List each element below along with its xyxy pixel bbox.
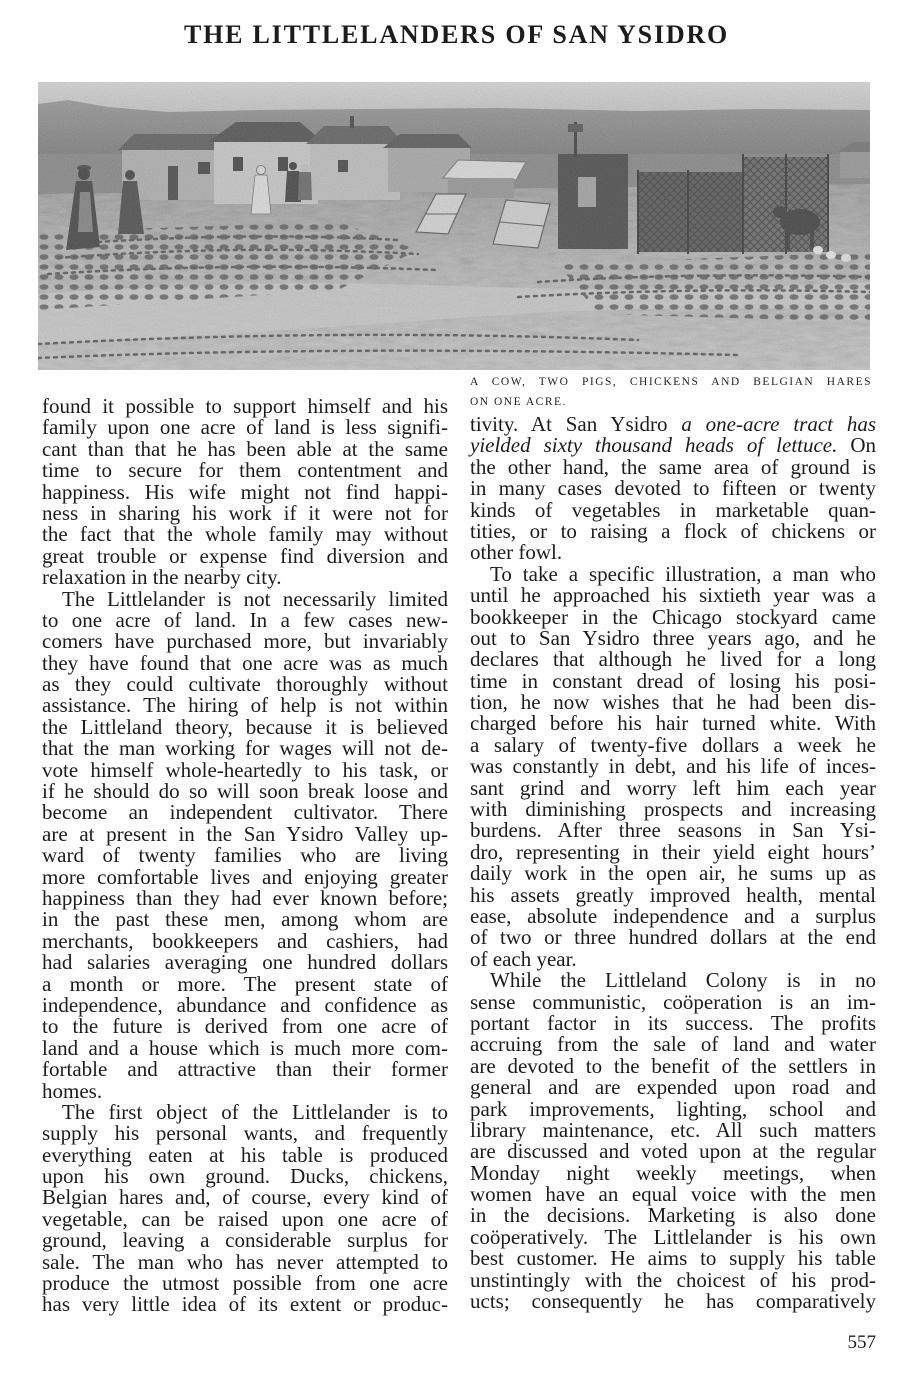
text-line: comers have purchased more, but invariably (42, 629, 448, 654)
text-line: charged before his hair turned white. With (470, 711, 876, 736)
text-line: dro, representing in their yield eight hours’ (470, 839, 876, 864)
text-line: sant grind and worry left him each year (470, 775, 876, 800)
text-line: has very little idea of its extent or produc- (42, 1292, 448, 1317)
page-number: 557 (847, 1332, 876, 1353)
film-grain (38, 82, 870, 370)
text-line: are discussed and voted upon at the regular (470, 1139, 876, 1164)
text-line: sale. The man who has never attempted to (42, 1249, 448, 1274)
text-line: While the Littleland Colony is in no (490, 968, 876, 993)
text-line: accruing from the sale of land and water (470, 1032, 876, 1057)
text-line: family upon one acre of land is less signifi- (42, 415, 448, 440)
text-line (470, 414, 876, 435)
text-line: declares that although he lived for a long (470, 647, 876, 672)
text-line: of each year. (470, 946, 577, 971)
text-line: To take a specific illustration, a man who (490, 561, 876, 586)
text-line: The Littlelander is not necessarily limited (62, 586, 448, 611)
text-line: supply his personal wants, and frequently (42, 1121, 448, 1146)
text-line: ground, leaving a considerable surplus for (42, 1228, 448, 1253)
paragraph (470, 561, 876, 971)
text-line: the other hand, the same area of ground is (470, 454, 876, 479)
text-line: happiness than they had ever known before; (42, 885, 448, 910)
text-line: as they could cultivate thoroughly without (42, 672, 448, 697)
right-text-column (470, 414, 876, 1312)
text-line: park improvements, lighting, school and (470, 1096, 876, 1121)
emphasis-text: a one-acre tract has (681, 412, 877, 436)
text-line: in the decisions. Marketing is also done (470, 1203, 876, 1228)
photo-caption (470, 372, 872, 412)
text-line: until he approached his sixtieth year was a (470, 583, 876, 608)
text-line: out to San Ysidro three years ago, and he (470, 625, 876, 650)
text-line: to the future is derived from one acre of (42, 1014, 448, 1039)
text-line: if he should do so will soon break loose and (42, 779, 448, 804)
caption-line: ON ONE ACRE. (470, 396, 567, 408)
text-line: his assets greatly improved health, mental (470, 882, 876, 907)
text-line: happiness. His wife might not find happi- (42, 479, 448, 504)
text-line: unstintingly with the choicest of his prod- (470, 1267, 876, 1292)
text-line: become an independent cultivator. There (42, 800, 448, 825)
text-line: women have an equal voice with the men (470, 1182, 876, 1207)
text-line: kinds of vegetables in marketable quan- (470, 497, 876, 522)
text-line: other fowl. (470, 540, 563, 565)
text-line: sense communistic, coöperation is an im- (470, 989, 876, 1014)
text-line: bookkeeper in the Chicago stockyard came (470, 604, 876, 629)
emphasis-text: yielded sixty thousand heads of lettuce. (470, 433, 838, 458)
caption-line: A COW, TWO PIGS, CHICKENS AND BELGIAN HARES (470, 376, 872, 388)
text-line: tities, or to raising a flock of chickens or (470, 518, 876, 543)
text-line: in many cases devoted to fifteen or twenty (470, 476, 876, 501)
text-line: the Littleland theory, because it is believed (42, 714, 448, 739)
left-text-column (42, 396, 448, 1316)
text-line: are at present in the San Ysidro Valley up- (42, 821, 448, 846)
photograph (38, 82, 870, 370)
text-line: merchants, bookkeepers and cashiers, had (42, 928, 448, 953)
text-segment: On (837, 433, 876, 458)
text-line: independence, abundance and confidence as (42, 992, 448, 1017)
text-line: produce the utmost possible from one acre (42, 1271, 448, 1296)
text-line: a salary of twenty-five dollars a week he (470, 732, 876, 757)
text-line: they have found that one acre was as much (42, 650, 448, 675)
text-line: ness in sharing his work if it were not for (42, 500, 448, 525)
text-line: general and are expended upon road and (470, 1075, 876, 1100)
text-line: portant factor in its success. The profits (470, 1010, 876, 1035)
text-line: land and a house which is much more com- (42, 1035, 448, 1060)
paragraph (470, 414, 876, 564)
text-line: are devoted to the benefit of the settlers in (470, 1053, 876, 1078)
text-line: best customer. He aims to supply his table (470, 1246, 876, 1271)
text-line: Monday night weekly meetings, when (470, 1160, 876, 1185)
running-title: THE LITTLELANDERS OF SAN YSIDRO (183, 20, 730, 49)
text-line: found it possible to support himself and his (42, 394, 448, 418)
text-line: a month or more. The present state of (42, 971, 448, 996)
text-line: great trouble or expense find diversion and (42, 543, 448, 568)
text-line (470, 435, 876, 456)
text-line: The first object of the Littlelander is to (62, 1099, 448, 1124)
paragraph (42, 586, 448, 1103)
text-line: coöperatively. The Littlelander is his own (470, 1224, 876, 1249)
text-line: fortable and attractive than their former (42, 1057, 448, 1082)
text-line: cant than that he has been able at the same (42, 436, 448, 461)
text-line: vegetable, can be raised upon one acre of (42, 1206, 448, 1231)
text-line: in the past these men, among whom are (42, 907, 448, 932)
text-line: upon his own ground. Ducks, chickens, (42, 1164, 448, 1189)
text-line: Belgian hares and, of course, every kind of (42, 1185, 448, 1210)
text-line: with diminishing prospects and increasing (470, 797, 876, 822)
text-line: ward of twenty families who are living (42, 843, 448, 868)
text-line: had salaries averaging one hundred dollars (42, 950, 448, 975)
text-line: ease, absolute independence and a surplus (470, 903, 876, 928)
paragraph (42, 396, 448, 589)
text-line: the fact that the whole family may without (42, 522, 448, 547)
text-line: of two or three hundred dollars at the end (470, 925, 876, 950)
text-line: daily work in the open air, he sums up as (470, 861, 876, 886)
text-line: time in constant dread of losing his posi- (470, 668, 876, 693)
text-line: everything eaten at his table is produced (42, 1142, 448, 1167)
text-line: relaxation in the nearby city. (42, 565, 282, 590)
text-line: to one acre of land. In a few cases new- (42, 607, 448, 632)
text-line: library maintenance, etc. All such matters (470, 1117, 876, 1142)
text-line: burdens. After three seasons in San Ysi- (470, 818, 876, 843)
text-line: tion, he now wishes that he had been dis- (470, 690, 876, 715)
text-line: ucts; consequently he has comparatively (470, 1289, 876, 1314)
text-line: was constantly in debt, and his life of inces- (470, 754, 876, 779)
text-line: vote himself whole-heartedly to his task, or (42, 757, 448, 782)
text-line: that the man working for wages will not de- (42, 736, 448, 761)
text-line: time to secure for them contentment and (42, 458, 448, 483)
text-line: homes. (42, 1078, 103, 1103)
paragraph (470, 970, 876, 1312)
text-line: assistance. The hiring of help is not within (42, 693, 448, 718)
text-line: more comfortable lives and enjoying greater (42, 864, 448, 889)
text-segment: tivity. At San Ysidro (470, 412, 682, 436)
paragraph (42, 1099, 448, 1317)
